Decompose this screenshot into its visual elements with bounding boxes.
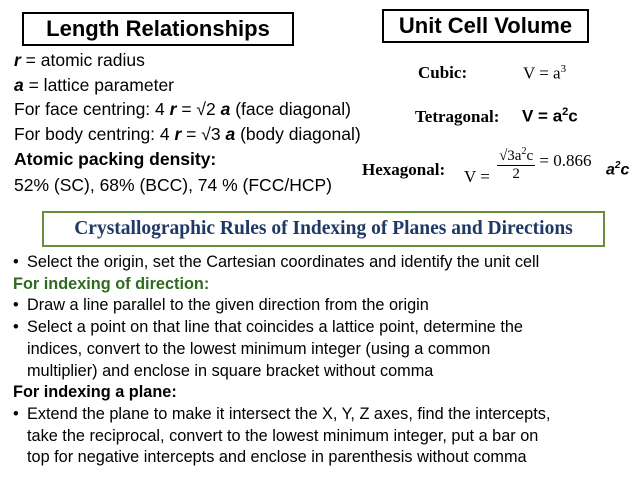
rule-select-point-l1: Select a point on that line that coincides a lattice point, determine the bbox=[27, 318, 523, 337]
rule-origin: Select the origin, set the Cartesian coordinates and identify the unit cell bbox=[27, 253, 540, 271]
tetra-eq-pre: V = a bbox=[522, 106, 563, 126]
body-pre: For body centring: 4 bbox=[14, 124, 175, 144]
hex-num-exp: 2 bbox=[521, 146, 527, 157]
bullet-icon: • bbox=[13, 253, 19, 271]
cubic-exp: 3 bbox=[560, 63, 567, 75]
rule-extend-plane-l3: top for negative intercepts and enclose in parenthesis without comma bbox=[27, 448, 527, 467]
body-centring-relation bbox=[14, 123, 361, 145]
list-item-cont bbox=[13, 426, 633, 448]
rule-extend-plane-l2: take the reciprocal, convert to the lowest minimum integer, put a bar on bbox=[27, 426, 539, 445]
length-relationships-title: Length Relationships bbox=[22, 12, 294, 46]
rule-select-point-l3: multiplier) and enclose in square bracket without comma bbox=[27, 361, 434, 380]
face-r: r bbox=[169, 99, 177, 119]
direction-heading: For indexing of direction: bbox=[13, 274, 210, 293]
bullet-icon: • bbox=[13, 318, 19, 337]
list-item bbox=[13, 252, 633, 274]
bullet-icon: • bbox=[13, 296, 19, 315]
hex-result: = 0.866 bbox=[539, 151, 592, 171]
r-symbol: r bbox=[14, 50, 21, 70]
lattice-parameter-text: = lattice parameter bbox=[23, 75, 175, 95]
hex-a: a bbox=[514, 148, 522, 164]
hex-c: c bbox=[526, 148, 534, 164]
cubic-label: Cubic: bbox=[418, 63, 468, 82]
hexagonal-formula bbox=[464, 146, 592, 187]
body-a: a bbox=[225, 124, 236, 144]
tetragonal-label: Tetragonal: bbox=[415, 107, 500, 126]
face-mid: = √2 bbox=[176, 99, 221, 119]
tetra-exp: 2 bbox=[562, 106, 569, 118]
hex-a2c bbox=[606, 160, 629, 179]
body-r: r bbox=[174, 124, 182, 144]
list-item bbox=[13, 317, 633, 339]
atomic-radius-text: = atomic radius bbox=[20, 50, 145, 70]
rules-title: Crystallographic Rules of Indexing of Planes and Directions bbox=[42, 211, 605, 247]
cubic-formula bbox=[523, 63, 566, 84]
hex-a-exp: 2 bbox=[614, 160, 621, 171]
cubic-eq: V = a bbox=[523, 63, 561, 83]
face-pre: For face centring: 4 bbox=[14, 99, 170, 119]
tetragonal-formula bbox=[522, 106, 578, 127]
face-post: (face diagonal) bbox=[230, 99, 351, 119]
bullet-icon: • bbox=[13, 404, 19, 423]
hex-root: √3 bbox=[499, 148, 515, 164]
a-symbol: a bbox=[14, 75, 24, 95]
face-centring-relation bbox=[14, 98, 351, 120]
list-item-cont bbox=[13, 339, 633, 361]
body-mid: = √3 bbox=[181, 124, 226, 144]
hex-a-sym: a bbox=[606, 161, 615, 179]
list-item bbox=[13, 404, 633, 426]
lattice-parameter-def bbox=[14, 74, 174, 96]
hexagonal-label: Hexagonal: bbox=[362, 160, 446, 179]
rule-select-point-l2: indices, convert to the lowest minimum integer (using a common bbox=[27, 339, 491, 358]
rules-list bbox=[13, 252, 633, 469]
rule-extend-plane-l1: Extend the plane to make it intersect the X, Y, Z axes, find the intercepts, bbox=[27, 404, 551, 423]
apd-label: Atomic packing density: bbox=[14, 149, 217, 169]
list-item-cont bbox=[13, 361, 633, 383]
face-a: a bbox=[220, 99, 231, 119]
hex-numerator bbox=[497, 146, 535, 166]
hex-denominator: 2 bbox=[512, 166, 520, 182]
tetra-eq-post: c bbox=[568, 106, 578, 126]
hex-v: V = bbox=[464, 167, 490, 187]
list-item-cont bbox=[13, 447, 633, 469]
plane-heading: For indexing a plane: bbox=[13, 383, 177, 402]
hex-c-sym: c bbox=[620, 161, 630, 179]
rule-draw-line: Draw a line parallel to the given direction from the origin bbox=[27, 296, 429, 315]
unit-cell-volume-title: Unit Cell Volume bbox=[382, 9, 589, 43]
atomic-radius-def bbox=[14, 49, 145, 71]
body-post: (body diagonal) bbox=[235, 124, 361, 144]
apd-values: 52% (SC), 68% (BCC), 74 % (FCC/HCP) bbox=[14, 175, 332, 195]
hex-fraction bbox=[497, 146, 535, 183]
list-item bbox=[13, 295, 633, 317]
